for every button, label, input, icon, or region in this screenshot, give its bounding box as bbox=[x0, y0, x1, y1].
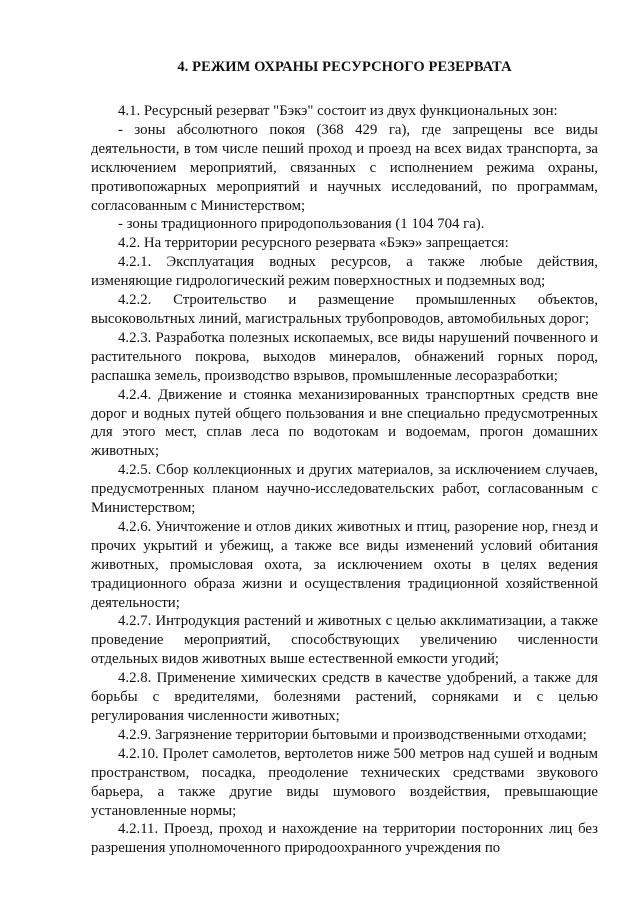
paragraph-absolute-rest-zone: - зоны абсолютного покоя (368 429 га), где запрещены все виды деятельности, в том числе пеший проход и проезд на всех видах транспорта, за исключением мероприятий, связанных с исполнением режима охраны, противопожарных мероприятий и научных исследований, по программам, согласованным с Министерством; bbox=[91, 121, 598, 214]
section-title: 4. РЕЖИМ ОХРАНЫ РЕСУРСНОГО РЕЗЕРВАТА bbox=[177, 59, 512, 75]
paragraph-4-2-4: 4.2.4. Движение и стоянка механизированных транспортных средств вне дорог и водных путей общего пользования и вне специально предусмотренных для этого мест, сплав леса по водотокам и водоемам, прогон домашних животных; bbox=[91, 386, 598, 460]
paragraph-4-1: 4.1. Ресурсный резерват "Бэкэ" состоит из двух функциональных зон: bbox=[118, 103, 558, 119]
paragraph-4-2-7: 4.2.7. Интродукция растений и животных с целью акклиматизации, а также проведение мероприятий, способствующих увеличению численности отдельных видов животных выше естественной емкости угодий; bbox=[91, 613, 598, 668]
paragraph-4-2-6: 4.2.6. Уничтожение и отлов диких животных и птиц, разорение нор, гнезд и прочих укрытий и убежищ, а также все виды изменений условий обитания животных, промысловая охота, за исключением охоты в целях ведения традиционного образа жизни и осуществления традиционной хозяйственной деятельности; bbox=[91, 518, 598, 611]
paragraph-4-2-9: 4.2.9. Загрязнение территории бытовыми и производственными отходами; bbox=[118, 726, 587, 743]
paragraph-4-2-5: 4.2.5. Сбор коллекционных и других материалов, за исключением случаев, предусмотренных планом научно-исследовательских работ, согласованным с Министерством; bbox=[91, 462, 598, 517]
paragraph-4-2-1: 4.2.1. Эксплуатация водных ресурсов, а также любые действия, изменяющие гидрологический режим поверхностных и подземных вод; bbox=[91, 254, 598, 290]
paragraph-4-2: 4.2. На территории ресурсного резервата «Бэкэ» запрещается: bbox=[118, 235, 509, 252]
document-body bbox=[91, 102, 598, 858]
paragraph-4-2-2: 4.2.2. Строительство и размещение промышленных объектов, высоковольтных линий, магистральных трубопроводов, автомобильных дорог; bbox=[91, 292, 598, 327]
paragraph-traditional-use-zone: - зоны традиционного природопользования (1 104 704 га). bbox=[118, 216, 485, 233]
paragraph-4-2-11: 4.2.11. Проезд, проход и нахождение на территории посторонних лиц без разрешения уполномоченного природоохранного учреждения по bbox=[91, 821, 598, 857]
paragraph-4-2-10: 4.2.10. Пролет самолетов, вертолетов ниже 500 метров над сушей и водным пространством, посадка, преодоление технических средствами звукового барьера, а также другие виды шумового воздействия, превышающие установленные нормы; bbox=[91, 745, 598, 819]
paragraph-4-2-8: 4.2.8. Применение химических средств в качестве удобрений, а также для борьбы с вредителями, болезнями растений, сорняками и с целью регулирования численности животных; bbox=[91, 670, 598, 724]
paragraph-4-2-3: 4.2.3. Разработка полезных ископаемых, все виды нарушений почвенного и растительного покрова, выходов минералов, обнажений горных пород, распашка земель, производство взрывов, промышленные лесоразработки; bbox=[91, 329, 598, 384]
